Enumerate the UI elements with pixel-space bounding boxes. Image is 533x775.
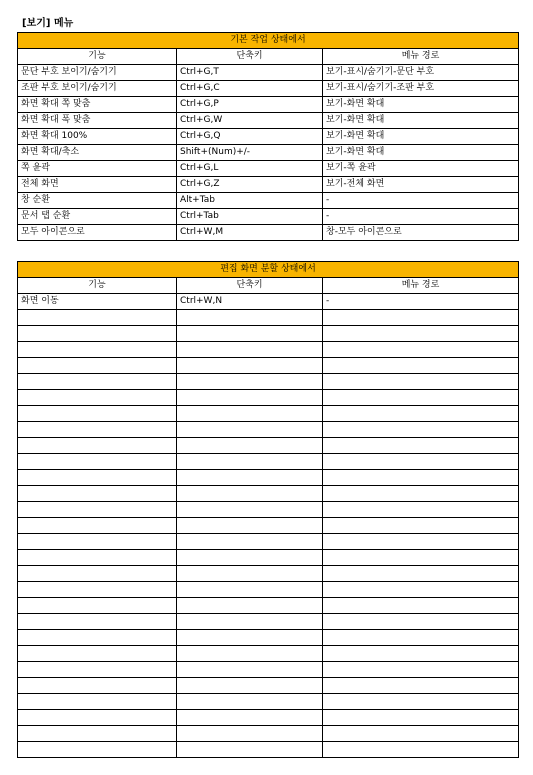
menu-path-cell: 보기-화면 확대 bbox=[323, 113, 519, 129]
shortcut-cell bbox=[177, 438, 323, 454]
function-cell bbox=[18, 438, 177, 454]
function-cell: 쪽 윤곽 bbox=[18, 161, 177, 177]
function-cell bbox=[18, 566, 177, 582]
empty-row bbox=[18, 390, 519, 406]
shortcut-cell bbox=[177, 502, 323, 518]
shortcut-cell: Ctrl+Tab bbox=[177, 209, 323, 225]
shortcut-cell bbox=[177, 390, 323, 406]
shortcut-cell bbox=[177, 374, 323, 390]
function-cell bbox=[18, 406, 177, 422]
empty-row bbox=[18, 470, 519, 486]
menu-path-cell: - bbox=[323, 193, 519, 209]
menu-path-cell bbox=[323, 646, 519, 662]
function-cell bbox=[18, 518, 177, 534]
shortcut-cell bbox=[177, 710, 323, 726]
menu-path-cell: - bbox=[323, 294, 519, 310]
function-cell: 전체 화면 bbox=[18, 177, 177, 193]
shortcut-cell: Ctrl+G,Z bbox=[177, 177, 323, 193]
shortcut-cell bbox=[177, 406, 323, 422]
menu-path-cell: 보기-화면 확대 bbox=[323, 97, 519, 113]
split-screen-table bbox=[17, 261, 519, 758]
shortcut-cell: Ctrl+G,C bbox=[177, 81, 323, 97]
basic-state-table bbox=[17, 32, 519, 241]
function-cell: 창 순환 bbox=[18, 193, 177, 209]
shortcut-cell bbox=[177, 614, 323, 630]
shortcut-cell: Ctrl+W,M bbox=[177, 225, 323, 241]
function-cell: 문단 부호 보이기/숨기기 bbox=[18, 65, 177, 81]
function-cell bbox=[18, 358, 177, 374]
shortcut-cell: Ctrl+W,N bbox=[177, 294, 323, 310]
empty-row bbox=[18, 598, 519, 614]
empty-row bbox=[18, 438, 519, 454]
shortcut-cell: Ctrl+G,L bbox=[177, 161, 323, 177]
function-cell bbox=[18, 422, 177, 438]
function-cell bbox=[18, 710, 177, 726]
empty-row bbox=[18, 582, 519, 598]
shortcut-cell bbox=[177, 742, 323, 758]
menu-path-cell bbox=[323, 726, 519, 742]
empty-row bbox=[18, 550, 519, 566]
shortcut-cell: Ctrl+G,T bbox=[177, 65, 323, 81]
menu-path-cell: 창-모두 아이콘으로 bbox=[323, 225, 519, 241]
function-cell bbox=[18, 646, 177, 662]
function-cell: 화면 확대/축소 bbox=[18, 145, 177, 161]
shortcut-cell bbox=[177, 582, 323, 598]
function-cell bbox=[18, 614, 177, 630]
function-cell: 모두 아이콘으로 bbox=[18, 225, 177, 241]
menu-path-cell bbox=[323, 614, 519, 630]
shortcut-cell bbox=[177, 678, 323, 694]
shortcut-cell bbox=[177, 326, 323, 342]
function-cell bbox=[18, 662, 177, 678]
empty-row bbox=[18, 374, 519, 390]
empty-row bbox=[18, 742, 519, 758]
shortcut-cell: Ctrl+G,W bbox=[177, 113, 323, 129]
function-cell bbox=[18, 390, 177, 406]
menu-path-cell bbox=[323, 422, 519, 438]
column-header-shortcut: 단축키 bbox=[177, 278, 323, 294]
shortcut-cell bbox=[177, 358, 323, 374]
menu-path-cell bbox=[323, 550, 519, 566]
menu-path-cell: 보기-표시/숨기기-문단 부호 bbox=[323, 65, 519, 81]
menu-path-cell bbox=[323, 470, 519, 486]
empty-row bbox=[18, 710, 519, 726]
section-title: 편집 화면 분할 상태에서 bbox=[18, 262, 519, 278]
empty-row bbox=[18, 486, 519, 502]
table-body bbox=[18, 65, 519, 241]
table-row bbox=[18, 113, 519, 129]
shortcut-cell bbox=[177, 662, 323, 678]
table-row bbox=[18, 294, 519, 310]
shortcut-cell bbox=[177, 694, 323, 710]
function-cell: 화면 확대 100% bbox=[18, 129, 177, 145]
empty-row bbox=[18, 678, 519, 694]
function-cell: 화면 이동 bbox=[18, 294, 177, 310]
empty-row bbox=[18, 342, 519, 358]
shortcut-cell bbox=[177, 454, 323, 470]
menu-path-cell: 보기-전체 화면 bbox=[323, 177, 519, 193]
function-cell bbox=[18, 374, 177, 390]
menu-path-cell bbox=[323, 598, 519, 614]
shortcut-cell bbox=[177, 566, 323, 582]
table-row bbox=[18, 225, 519, 241]
menu-path-cell: 보기-화면 확대 bbox=[323, 129, 519, 145]
function-cell bbox=[18, 582, 177, 598]
table-row bbox=[18, 209, 519, 225]
menu-path-cell bbox=[323, 486, 519, 502]
menu-path-cell: 보기-화면 확대 bbox=[323, 145, 519, 161]
menu-path-cell bbox=[323, 582, 519, 598]
shortcut-cell bbox=[177, 630, 323, 646]
shortcut-cell: Ctrl+G,P bbox=[177, 97, 323, 113]
menu-path-cell bbox=[323, 742, 519, 758]
function-cell bbox=[18, 726, 177, 742]
function-cell: 문서 탭 순환 bbox=[18, 209, 177, 225]
table-row bbox=[18, 129, 519, 145]
table-row bbox=[18, 81, 519, 97]
function-cell: 화면 확대 쪽 맞춤 bbox=[18, 97, 177, 113]
table-body bbox=[18, 294, 519, 758]
shortcut-cell: Shift+(Num)+/- bbox=[177, 145, 323, 161]
shortcut-cell bbox=[177, 646, 323, 662]
menu-path-cell bbox=[323, 662, 519, 678]
shortcut-cell bbox=[177, 342, 323, 358]
menu-path-cell bbox=[323, 454, 519, 470]
function-cell bbox=[18, 742, 177, 758]
empty-row bbox=[18, 534, 519, 550]
function-cell bbox=[18, 598, 177, 614]
menu-path-cell bbox=[323, 518, 519, 534]
menu-path-cell bbox=[323, 566, 519, 582]
function-cell bbox=[18, 310, 177, 326]
table-row bbox=[18, 145, 519, 161]
menu-path-cell bbox=[323, 630, 519, 646]
empty-row bbox=[18, 726, 519, 742]
menu-path-cell bbox=[323, 326, 519, 342]
function-cell bbox=[18, 678, 177, 694]
menu-path-cell bbox=[323, 694, 519, 710]
menu-path-cell bbox=[323, 710, 519, 726]
table-row bbox=[18, 161, 519, 177]
page-title: [보기] 메뉴 bbox=[22, 18, 74, 29]
column-header-function: 기능 bbox=[18, 278, 177, 294]
empty-row bbox=[18, 646, 519, 662]
empty-row bbox=[18, 630, 519, 646]
shortcut-cell: Ctrl+G,Q bbox=[177, 129, 323, 145]
menu-path-cell bbox=[323, 406, 519, 422]
empty-row bbox=[18, 662, 519, 678]
shortcut-cell bbox=[177, 422, 323, 438]
function-cell bbox=[18, 470, 177, 486]
shortcut-cell: Alt+Tab bbox=[177, 193, 323, 209]
menu-path-cell bbox=[323, 678, 519, 694]
menu-path-cell bbox=[323, 342, 519, 358]
column-header-menu-path: 메뉴 경로 bbox=[323, 49, 519, 65]
empty-row bbox=[18, 454, 519, 470]
empty-row bbox=[18, 518, 519, 534]
function-cell bbox=[18, 534, 177, 550]
empty-row bbox=[18, 422, 519, 438]
empty-row bbox=[18, 326, 519, 342]
shortcut-cell bbox=[177, 726, 323, 742]
shortcut-cell bbox=[177, 486, 323, 502]
function-cell bbox=[18, 326, 177, 342]
menu-path-cell: 보기-쪽 윤곽 bbox=[323, 161, 519, 177]
function-cell bbox=[18, 342, 177, 358]
function-cell bbox=[18, 550, 177, 566]
empty-row bbox=[18, 502, 519, 518]
shortcut-cell bbox=[177, 470, 323, 486]
shortcut-cell bbox=[177, 598, 323, 614]
function-cell bbox=[18, 694, 177, 710]
shortcut-cell bbox=[177, 518, 323, 534]
table-row bbox=[18, 193, 519, 209]
menu-path-cell bbox=[323, 358, 519, 374]
empty-row bbox=[18, 310, 519, 326]
menu-path-cell bbox=[323, 534, 519, 550]
menu-path-cell bbox=[323, 438, 519, 454]
section-title: 기본 작업 상태에서 bbox=[18, 33, 519, 49]
function-cell bbox=[18, 630, 177, 646]
column-header-shortcut: 단축키 bbox=[177, 49, 323, 65]
shortcut-cell bbox=[177, 310, 323, 326]
function-cell bbox=[18, 486, 177, 502]
empty-row bbox=[18, 694, 519, 710]
empty-row bbox=[18, 614, 519, 630]
function-cell: 화면 확대 폭 맞춤 bbox=[18, 113, 177, 129]
function-cell bbox=[18, 454, 177, 470]
menu-path-cell bbox=[323, 310, 519, 326]
empty-row bbox=[18, 358, 519, 374]
function-cell bbox=[18, 502, 177, 518]
function-cell: 조판 부호 보이기/숨기기 bbox=[18, 81, 177, 97]
table-row bbox=[18, 65, 519, 81]
menu-path-cell: - bbox=[323, 209, 519, 225]
table-row bbox=[18, 177, 519, 193]
menu-path-cell bbox=[323, 390, 519, 406]
shortcut-cell bbox=[177, 550, 323, 566]
empty-row bbox=[18, 566, 519, 582]
column-header-menu-path: 메뉴 경로 bbox=[323, 278, 519, 294]
menu-path-cell bbox=[323, 502, 519, 518]
shortcut-cell bbox=[177, 534, 323, 550]
empty-row bbox=[18, 406, 519, 422]
menu-path-cell bbox=[323, 374, 519, 390]
column-header-function: 기능 bbox=[18, 49, 177, 65]
menu-path-cell: 보기-표시/숨기기-조판 부호 bbox=[323, 81, 519, 97]
table-row bbox=[18, 97, 519, 113]
